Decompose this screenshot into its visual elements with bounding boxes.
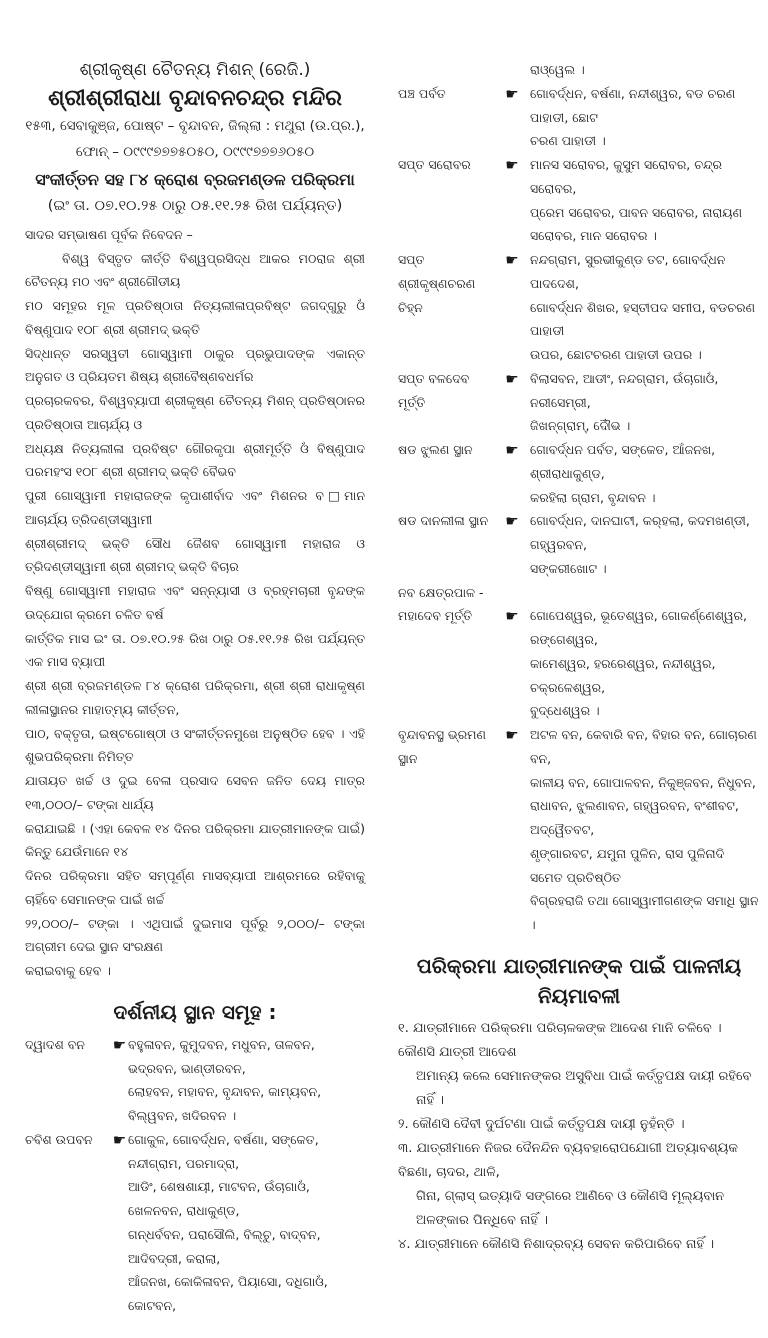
place-line: ଗୋପେଶ୍ୱର, ଭୂତେଶ୍ୱର, ଗୋକର୍ଣ୍ଣେଶ୍ୱର, ରଙ୍ଗେଶ୍ୱର, [530, 608, 747, 647]
temple-name: ଶ୍ରୀଶ୍ରୀରାଧା ବୃନ୍ଦାବନଚନ୍ଦ୍ର ମନ୍ଦିର [48, 85, 342, 111]
place-line: କାଳୀୟ ବନ, ଗୋପାଳବନ, ନିକୁଞ୍ଜବନ, ନିଧୁବନ, [530, 774, 756, 790]
place-group [25, 1033, 365, 1128]
place-line: ଉପର, ଛୋଟଚରଣ ପାହାଡୀ ଉପର । [530, 347, 702, 362]
rule-line: ଗିନା, ଗ୍ଲାସ୍ ଇତ୍ୟାଦି ସଙ୍ଗରେ ଆଣିବେ ଓ କୌଣସି ମୂଲ୍ୟବାନ ଅଳଙ୍କାର ପିନ୍ଧିବେ ନାହିଁ । [416, 1189, 725, 1229]
place-line: ଗୋବର୍ଦ୍ଧନ ଶିଖର, ହସ୍ତୀପଦ ସମୀପ, ବଡଚରଣ ପାହାଡୀ [530, 299, 756, 339]
pointing-hand-icon: ☛ [112, 1035, 127, 1054]
place-group-label: ଷଡ ଝୁଲଣ ସ୍ଥାନ [398, 442, 473, 457]
place-lines [530, 581, 760, 605]
place-line: ଅଟଳ ବନ, କେବାରି ବନ, ବିହାର ବନ, ଗୋଚାରଣ ବନ, [530, 727, 757, 766]
rule-line: ଅମାନ୍ୟ କଲେ ସେମାନଙ୍କର ଅସୁବିଧା ପାଇଁ କର୍ତ୍ତୃପକ୍ଷ ଦାୟୀ ରହିବେ ନାହିଁ । [416, 1068, 752, 1108]
pointing-hand-icon: ☛ [505, 369, 519, 388]
place-group [398, 367, 760, 438]
place-group-label: ମହାଦେବ ମୂର୍ତ୍ତି [398, 608, 473, 624]
place-line: ନନ୍ଦଗ୍ରାମ, ସୁରଭୀକୁଣ୍ଡ ତଟ, ଗୋବର୍ଦ୍ଧନ ପାଦଦେଶ, [530, 252, 726, 291]
pointing-hand-icon: ☛ [505, 512, 519, 531]
place-line: ଲୋହବନ, ମହାବନ, ବୃନ୍ଦାବନ, କାମ୍ୟବନ, ବିଲ୍ୱବନ, ଖଦିରବନ । [128, 1084, 322, 1124]
place-line: କାମେଶ୍ୱର, ହରରେଶ୍ୱର, ନନ୍ଦୀଶ୍ୱର, ଚକ୍ରଳେଶ୍ୱର, [530, 655, 716, 695]
letter-line: କରାଇବାକୁ ହେବ । [25, 963, 111, 979]
place-line: ଗୋବର୍ଦ୍ଧନ, ବର୍ଷଣା, ନନ୍ଦୀଶ୍ୱର, ବଡ ଚରଣ ପାହାଡୀ, ଛୋଟ [530, 85, 736, 125]
place-lines [530, 82, 760, 153]
place-group [398, 604, 760, 723]
place-line: ସଙ୍କରୀଖୋଟ । [530, 560, 607, 576]
event-dates: (ଇଂ ତା. ୦୭.୧୦.୨୫ ଠାରୁ ୦୫.୧୧.୨୫ ରିଖ ପର୍ଯ୍ୟନ୍ତ) [47, 197, 343, 214]
place-line: ବହୁଳାବନ, କୁମୁଦବନ, ମଧୁବନ, ତାଳବନ, ଭଦ୍ରବନ, ଭାଣ୍ଡୀରବନ, [128, 1036, 315, 1076]
place-line: କରହିଲା ଗ୍ରାମ, ବୃନ୍ଦାବନ । [530, 489, 656, 505]
rule-line: ୩. ଯାତ୍ରୀମାନେ ନିଜର ଦୈନନ୍ଦିନ ବ୍ୟବହାରୋପଯୋଗୀ ଅତ୍ୟାବଶ୍ୟକ ବିଛଣା, ଚାଦର, ଥାଳି, [398, 1140, 739, 1181]
rules-title: ପରିକ୍ରମା ଯାତ୍ରୀମାନଙ୍କ ପାଇଁ ପାଳନୀୟ ନିୟମାବଳୀ [416, 953, 742, 1008]
place-group-label: ସପ୍ତ ବଳଦେବ ମୂର୍ତ୍ତି [398, 370, 470, 410]
letter-line: ସିଦ୍ଧାନ୍ତ ସରସ୍ୱତୀ ଗୋସ୍ୱାମୀ ଠାକୁର ପ୍ରଭୁପାଦଙ୍କ ଏକାନ୍ତ ଅନୁଗତ ଓ ପ୍ରିୟତମ ଶିଷ୍ୟ ଶ୍ରୀବୈଷ୍ଣବଧର୍ମର [25, 345, 365, 385]
place-lines [530, 153, 760, 248]
address: ୧୫୩, ସେବାକୁଞ୍ଜ, ପୋଷ୍ଟ – ବୃନ୍ଦାବନ, ଜିଲ୍ଲା : ମଥୁରା (ଉ.ପ୍ର.), [25, 118, 365, 135]
pointing-hand-icon: ☛ [505, 156, 519, 174]
place-group-label: ବୃନ୍ଦାବନସ୍ଥ ଭ୍ରମଣ ସ୍ଥାନ [398, 727, 486, 766]
place-group [398, 153, 760, 248]
places-title: ଦର୍ଶନୀୟ ସ୍ଥାନ ସମୂହ : [113, 999, 277, 1024]
place-line: ଗୋବର୍ଦ୍ଧନ ପର୍ବତ, ସଙ୍କେତ, ଆଁଜନଖ, ଶ୍ରୀରାଧାକୁଣ୍ଡ, [530, 442, 716, 481]
place-group-label: ସପ୍ତ ସରୋବର [398, 157, 471, 172]
place-line: ଗନ୍ଧର୍ବବନ, ପରାସୌଲି, ବିଲ୍ଚୁ, ବାଦ୍‌ବନ, ଆଦିବଦ୍ରୀ, କରାଲା, [128, 1226, 321, 1266]
right-column [398, 58, 760, 1318]
letter-line: ଅଧ୍ୟକ୍ଷ ନିତ୍ୟଲୀଳା ପ୍ରବିଷ୍ଟ ଗୌରକୃପା ଶ୍ରୀମୂର୍ତ୍ତି ଓଁ ବିଷ୍ଣୁପାଦ ପରମହଂସ ୧୦୮ ଶ୍ରୀ ଶ୍ରୀମଦ୍ ଭକ୍ତି ବୈଭବ [25, 440, 365, 480]
event-title: ସଂକୀର୍ତ୍ତନ ସହ ୮୪ କ୍ରୋଶ ବ୍ରଜମଣ୍ଡଳ ପରିକ୍ରମା [35, 169, 355, 189]
place-line: ରାଧାବନ, ଝୁଲଣାବନ, ଗହ୍ୱରବନ, ବଂଶୀବଟ, ଅଦ୍ୱୈତବଟ, [530, 798, 739, 837]
greeting: ସାଦର ସମ୍ଭାଷଣ ପୂର୍ବକ ନିବେଦନ – [25, 226, 193, 242]
phone: ଫୋନ୍ – ୦୯୯୯୭୭୭୫୦୫୦, ୦୯୯୯୭୭୭୬୦୫୦ [75, 143, 315, 160]
letter-line: ମଠ ସମୂହର ମୂଳ ପ୍ରତିଷ୍ଠାତା ନିତ୍ୟଲୀଳାପ୍ରବିଷ୍ଟ ଜଗଦ୍‌ଗୁରୁ ଓଁ ବିଷ୍ଣୁପାଦ ୧୦୮ ଶ୍ରୀ ଶ୍ରୀମଦ୍ ଭକ୍ତି [25, 298, 365, 337]
pointing-hand-icon: ☛ [505, 84, 519, 103]
letter-line: ୨୨,୦୦୦/– ଟଙ୍କା । ଏଥିପାଇଁ ଦୁଇମାସ ପୂର୍ବରୁ ୨,୦୦୦/– ଟଙ୍କା ଅଗ୍ରୀମ ଦେଇ ସ୍ଥାନ ସଂରକ୍ଷଣ [25, 915, 365, 955]
place-group-label: ଦ୍ୱାଦଶ ବନ [25, 1036, 85, 1052]
place-group [398, 248, 760, 367]
rule-line: ୧. ଯାତ୍ରୀମାନେ ପରିକ୍ରମା ପରିଚାଳକଙ୍କ ଆଦେଶ ମାନି ଚଳିବେ । କୌଣସି ଯାତ୍ରୀ ଆଦେଶ [398, 1020, 722, 1060]
pointing-hand-icon: ☛ [505, 251, 519, 269]
letter-line: ଶ୍ରୀ ଶ୍ରୀ ବ୍ରଜମଣ୍ଡଳ ୮୪ କ୍ରୋଶ ପରିକ୍ରମା, ଶ୍ରୀ ଶ୍ରୀ ରାଧାକୃଷ୍ଣ ଲୀଳାସ୍ଥାନର ମାହାତ୍ମ୍ୟ କୀର୍ତ୍ତନ, [25, 678, 365, 717]
letter-line: ପ୍ରଚାରକବର, ବିଶ୍ୱବ୍ୟାପୀ ଶ୍ରୀକୃଷ୍ଣ ଚୈତନ୍ୟ ମିଶନ୍ ପ୍ରତିଷ୍ଠାନର ପ୍ରତିଷ୍ଠାତା ଆଚାର୍ଯ୍ୟ ଓ [25, 393, 365, 432]
place-line: ପ୍ରେମ ସରୋବର, ପାବନ ସରୋବର, ନାରାୟଣ [530, 204, 743, 220]
places-continuation: ରାଓ୍ୱେଲ । [530, 62, 585, 77]
letter-line: ଦିନର ପରିକ୍ରମା ସହିତ ସମ୍ପୂର୍ଣ୍ଣ ମାସବ୍ୟାପୀ ଆଶ୍ରମରେ ରହିବାକୁ ଚାହିଁବେ ସେମାନଙ୍କ ପାଇଁ ଖର୍ଚ୍ଚ [25, 868, 365, 907]
place-line: ଚରଣ ପାହାଡୀ । [530, 133, 606, 149]
place-group-label: ସପ୍ତ ଶ୍ରୀକୃଷ୍ଣଚରଣ ଚିହ୍ନ [398, 252, 476, 315]
place-line: ଆଁଜନଖ, କୋକିଳାବନ, ପିୟାସୋ, ଦଧିଗାଓଁ, କୋଟବନ, [128, 1274, 328, 1314]
place-line: ଆଡିଂ, ଶେଷଶାୟୀ, ମାଟବନ, ଉଁଚାଗାଓଁ, ଖେଳନବନ, ରାଧାକୁଣ୍ଡ, [128, 1179, 310, 1219]
place-lines [128, 1033, 365, 1128]
pointing-hand-icon: ☛ [505, 607, 519, 626]
place-group [398, 509, 760, 580]
places-list-left [25, 1033, 365, 1318]
place-line: ସରୋବର, ମାନ ସରୋବର । [530, 228, 658, 244]
places-list-right [398, 82, 760, 937]
letter-line: ଶ୍ରୀଶ୍ରୀମଦ୍ ଭକ୍ତି ସୌଧ ଜୈଶବ ଗୋସ୍ୱାମୀ ମହାରାଜ ଓ ତ୍ରିଦଣ୍ଡୀସ୍ୱାମୀ ଶ୍ରୀ ଶ୍ରୀମଦ୍ ଭକ୍ତି ବିଚାର [25, 535, 365, 575]
letter-line: ବିଷ୍ଣୁ ଗୋସ୍ୱାମୀ ମହାରାଜ ଏବଂ ସନ୍ନ୍ୟାସୀ ଓ ବ୍ରହ୍ମଚାରୀ ବୃନ୍ଦଙ୍କ ଉଦ୍‌ଯୋଗ କ୍ରମେ ଚଳିତ ବର୍ଷ [25, 583, 365, 622]
pointing-hand-icon: ☛ [505, 441, 519, 459]
place-group [398, 438, 760, 509]
place-lines [530, 604, 760, 723]
place-group-label: ନବ କ୍ଷେତ୍ରପାଳ - [398, 584, 484, 600]
spacer [494, 581, 530, 605]
letter-body [25, 247, 365, 983]
letter-line: ଯାତାୟତ ଖର୍ଚ୍ଚ ଓ ଦୁଇ ବେଳା ପ୍ରସାଦ ସେବନ ଜନିତ ଦେୟ ମାତ୍ର ୧୩,୦୦୦/– ଟଙ୍କା ଧାର୍ଯ୍ୟ [25, 773, 365, 812]
place-group [398, 723, 760, 937]
pointing-hand-icon: ☛ [112, 1130, 127, 1149]
place-lines [530, 248, 760, 367]
place-lines [128, 1128, 365, 1318]
place-line: ବିଲାସବନ, ଆଡୀଂ, ନନ୍ଦଗ୍ରାମ, ଉଁଚାଗାଓଁ, ନରୀସେମ୍ରୀ, [530, 370, 719, 410]
letter-line: କାର୍ତ୍ତିକ ମାସ ଇଂ ତା. ୦୭.୧୦.୨୫ ରିଖ ଠାରୁ ୦୫.୧୧.୨୫ ରିଖ ପର୍ଯ୍ୟନ୍ତ ଏକ ମାସ ବ୍ୟାପୀ [25, 630, 365, 670]
place-group [398, 82, 760, 153]
place-line: ଗୋବର୍ଦ୍ଧନ, ଦାନଘାଟୀ, କର୍‌ହଲା, କଦମଖଣ୍ଡୀ, ଗହ୍ୱରବନ, [530, 513, 750, 552]
place-line: ଶୃଙ୍ଗାରବଟ, ଯମୁନା ପୁଳିନ, ରାସ ପୁଳିନାଦି ସମେତ ପ୍ରତିଷ୍ଠିତ [530, 845, 725, 885]
place-line: ମାନସ ସରୋବର, କୁସୁମ ସରୋବର, ଚନ୍ଦ୍ର ସରୋବର, [530, 157, 723, 196]
place-line: ବିଗ୍ରହରାଜି ତଥା ଗୋସ୍ୱାମୀଗଣଙ୍କ ସମାଧି ସ୍ଥାନ । [530, 893, 759, 932]
place-group [398, 581, 760, 605]
letter-line: କରାଯାଇଛି । (ଏହା କେବଳ ୧୪ ଦିନର ପରିକ୍ରମା ଯାତ୍ରୀମାନଙ୍କ ପାଇଁ) କିନ୍ତୁ ଯେଉଁମାନେ ୧୪ [25, 820, 365, 860]
org-name: ଶ୍ରୀକୃଷ୍ଣ ଚୈତନ୍ୟ ମିଶନ୍ (ରେଜି.) [79, 60, 311, 80]
pointing-hand-icon: ☛ [505, 726, 519, 744]
place-group-label: ପଞ୍ଚ ପର୍ବତ [398, 85, 446, 101]
place-line: ଜିଖନ୍‌ଗ୍ରାମ୍, ଦୌଁଭ । [530, 418, 631, 434]
place-group-label: ଚବିଶ ଉପବନ [25, 1131, 93, 1147]
rule-line: ୪. ଯାତ୍ରୀମାନେ କୌଣସି ନିଶାଦ୍ରବ୍ୟ ସେବନ କରିପାରିବେ ନାହିଁ । [398, 1237, 715, 1253]
place-group [25, 1128, 365, 1318]
left-column [25, 58, 365, 1318]
letter-line: ପାଠ, ବକ୍ତୃତା, ଇଷ୍ଟଗୋଷ୍ଠୀ ଓ ସଂକୀର୍ତ୍ତନମୁଖେ ଅନୁଷ୍ଠିତ ହେବ । ଏହି ଶୁଭପରିକ୍ରମା ନିମିତ୍ତ [25, 725, 365, 765]
place-lines [530, 509, 760, 580]
letter-line: ବିଶ୍ୱ ବିସ୍ତୃତ କୀର୍ତ୍ତି ବିଶ୍ୱପ୍ରସିଦ୍ଧ ଆକର ମଠରାଜ ଶ୍ରୀ ଚୈତନ୍ୟ ମଠ ଏବଂ ଶ୍ରୀଗୌଡୀୟ [25, 250, 365, 290]
place-lines [530, 723, 760, 937]
letter-line: ପୁରୀ ଗୋସ୍ୱାମୀ ମହାରାଜଙ୍କ କୃପାଶୀର୍ବାଦ ଏବଂ ମିଶନର ବ□ମାନ ଆଚାର୍ଯ୍ୟ ତ୍ରିଦଣ୍ଡୀସ୍ୱାମୀ [25, 488, 365, 527]
place-lines [530, 438, 760, 509]
rule-line: ୨. କୌଣସି ଦୈବୀ ଦୁର୍ଘଟଣା ପାଇଁ କର୍ତ୍ତୃପକ୍ଷ ଦାୟୀ ନୁହଁନ୍ତି । [398, 1116, 685, 1132]
place-line: ଗୋକୁଳ, ଗୋବର୍ଦ୍ଧନ, ବର୍ଷଣା, ସଙ୍କେତ, ନନ୍ଦୀଗ୍ରାମ, ପରମାଦ୍ରା, [128, 1131, 319, 1171]
rules-list [398, 1017, 760, 1257]
place-lines [530, 367, 760, 438]
place-group-label: ଷଡ ଦାନଲୀଳା ସ୍ଥାନ [398, 513, 489, 529]
place-line: ବୁଦ୍ଧେଶ୍ୱର । [530, 703, 600, 719]
